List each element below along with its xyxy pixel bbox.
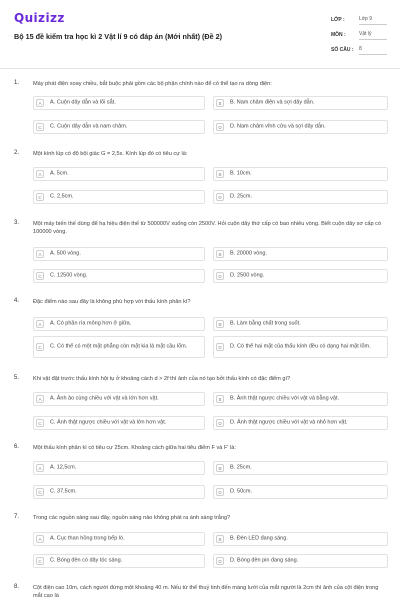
- option-text: A. Ảnh ảo cùng chiều với vật và lớn hơn vật.: [50, 395, 159, 402]
- option-text: D. Có thể hai mặt của thấu kính đều có dạng hai mặt lõm.: [230, 343, 371, 350]
- option-letter: B: [216, 395, 224, 403]
- option-d[interactable]: [213, 485, 388, 499]
- option-letter: B: [216, 464, 224, 472]
- option-letter: A: [36, 320, 44, 328]
- brand-logo: Quizizz: [14, 11, 65, 25]
- option-text: C. Ảnh thật ngược chiều với vật và lớn hơn vật.: [50, 419, 167, 426]
- info-label: LỚP :: [331, 17, 345, 23]
- option-a[interactable]: [33, 532, 205, 546]
- option-d[interactable]: [213, 554, 388, 568]
- option-text: C. Có thể có một mặt phẳng còn mặt kia là mặt cầu lõm.: [50, 343, 188, 350]
- worksheet-header: [0, 0, 400, 68]
- option-c[interactable]: [33, 120, 205, 134]
- option-b[interactable]: [213, 247, 388, 261]
- option-letter: D: [216, 123, 224, 131]
- info-label: MÔN :: [331, 32, 346, 38]
- option-letter: D: [216, 557, 224, 565]
- question-number: 4.: [14, 298, 20, 304]
- question-text: Đặc điểm nào sau đây là không phù hợp với thấu kính phân kì?: [33, 299, 191, 305]
- question-number: 3.: [14, 220, 20, 226]
- option-d[interactable]: [213, 416, 388, 430]
- question-text: Khi vật đặt trước thấu kính hội tụ ở khoảng cách d > 2f thì ảnh của nó tạo bởi thấu kính có đặc điểm gì?: [33, 376, 291, 382]
- option-d[interactable]: [213, 336, 388, 358]
- option-text: B. Ảnh thật ngược chiều với vật và bằng vật.: [230, 395, 340, 402]
- option-letter: B: [216, 535, 224, 543]
- option-letter: B: [216, 320, 224, 328]
- option-text: C. 37,5cm.: [50, 488, 77, 495]
- option-a[interactable]: [33, 96, 205, 110]
- option-b[interactable]: [213, 461, 388, 475]
- option-text: C. Bóng đèn có dây tóc sáng.: [50, 557, 123, 564]
- question-number: 2.: [14, 150, 20, 156]
- question-text: Một kính lúp có độ bội giác G = 2,5x. Kính lúp đó có tiêu cự là:: [33, 151, 188, 157]
- info-value: Lớp 9: [359, 15, 387, 25]
- option-text: A. Cuộn dây dẫn và lõi sắt.: [50, 99, 116, 106]
- option-letter: A: [36, 395, 44, 403]
- question-number: 5.: [14, 375, 20, 381]
- option-c[interactable]: [33, 485, 205, 499]
- option-b[interactable]: [213, 532, 388, 546]
- option-letter: C: [36, 488, 44, 496]
- option-letter: A: [36, 170, 44, 178]
- option-d[interactable]: [213, 190, 388, 204]
- option-a[interactable]: [33, 317, 205, 331]
- header-divider: [0, 68, 400, 69]
- option-letter: D: [216, 488, 224, 496]
- option-letter: D: [216, 343, 224, 351]
- question-number: 8.: [14, 584, 20, 590]
- option-text: B. Làm bằng chất trong suốt.: [230, 320, 301, 327]
- info-value: 8: [359, 45, 387, 55]
- option-c[interactable]: [33, 416, 205, 430]
- option-b[interactable]: [213, 167, 388, 181]
- question-number: 1.: [14, 80, 20, 86]
- option-letter: A: [36, 535, 44, 543]
- option-text: B. 10cm.: [230, 170, 252, 177]
- option-text: A. 500 vòng.: [50, 250, 81, 257]
- option-text: D. 50cm.: [230, 488, 253, 495]
- option-letter: C: [36, 557, 44, 565]
- option-letter: B: [216, 99, 224, 107]
- option-letter: B: [216, 170, 224, 178]
- option-letter: C: [36, 272, 44, 280]
- option-d[interactable]: [213, 269, 388, 283]
- option-text: A. 5cm.: [50, 170, 69, 177]
- option-a[interactable]: [33, 247, 205, 261]
- option-text: D. 2500 vòng.: [230, 272, 265, 279]
- option-text: B. Đèn LED đang sáng.: [230, 535, 288, 542]
- option-letter: B: [216, 250, 224, 258]
- option-letter: A: [36, 250, 44, 258]
- option-text: A. 12,5cm.: [50, 464, 77, 471]
- option-text: A. Có phần rìa mỏng hơn ở giữa.: [50, 320, 132, 327]
- option-text: D. Ảnh thật ngược chiều với vật và nhỏ hơn vật.: [230, 419, 348, 426]
- option-text: C. 12500 vòng.: [50, 272, 88, 279]
- question-text: Trong các nguồn sáng sau đây, nguồn sáng nào không phát ra ánh sáng trắng?: [33, 515, 231, 521]
- info-label: SỐ CÂU :: [331, 47, 354, 53]
- option-b[interactable]: [213, 317, 388, 331]
- option-b[interactable]: [213, 392, 388, 406]
- option-c[interactable]: [33, 554, 205, 568]
- option-letter: A: [36, 464, 44, 472]
- option-text: D. Bóng đèn pin đang sáng.: [230, 557, 299, 564]
- option-text: C. Cuộn dây dẫn và nam châm.: [50, 123, 128, 130]
- option-text: A. Cục than hồng trong bếp lò.: [50, 535, 125, 542]
- question-text: Một máy biến thế dùng để hạ hiệu điện thế từ 500000V xuống còn 2500V. Hỏi cuộn dây thứ cấp có bao nhiêu vòng. Biết cuộn dây sơ cấp có 100000 vòng.: [33, 221, 382, 236]
- question-text: Máy phát điện xoay chiều, bắt buộc phải gồm các bộ phận chính nào để có thể tạo ra dòng điện:: [33, 81, 272, 87]
- option-c[interactable]: [33, 269, 205, 283]
- option-letter: C: [36, 123, 44, 131]
- option-letter: C: [36, 419, 44, 427]
- option-letter: D: [216, 193, 224, 201]
- option-a[interactable]: [33, 167, 205, 181]
- info-value: Vật lý: [359, 30, 387, 40]
- worksheet-title: Bộ 15 đề kiểm tra học kì 2 Vật lí 9 có đáp án (Mới nhất) (Đề 2): [14, 32, 223, 41]
- option-a[interactable]: [33, 392, 205, 406]
- question-number: 6.: [14, 444, 20, 450]
- option-text: B. 25cm.: [230, 464, 252, 471]
- option-c[interactable]: [33, 336, 205, 358]
- option-text: C. 2,5cm.: [50, 193, 74, 200]
- option-text: B. Nam châm điện và sợi dây dẫn.: [230, 99, 315, 106]
- option-d[interactable]: [213, 120, 388, 134]
- option-b[interactable]: [213, 96, 388, 110]
- option-text: B. 20000 vòng.: [230, 250, 268, 257]
- option-letter: C: [36, 193, 44, 201]
- option-letter: C: [36, 343, 44, 351]
- option-a[interactable]: [33, 461, 205, 475]
- question-text: Cột điện cao 10m, cách người đứng một khoảng 40 m. Nếu từ thể thuỷ tinh đến màng lưới của mắt người là 2cm thì ảnh của cột điện trong mắt cao là: [33, 585, 379, 600]
- option-text: D. 25cm.: [230, 193, 253, 200]
- question-text: Một thấu kính phân kì có tiêu cự 25cm. Khoảng cách giữa hai tiêu điểm F và F' là:: [33, 445, 236, 451]
- option-c[interactable]: [33, 190, 205, 204]
- option-text: D. Nam châm vĩnh cửu và sợi dây dẫn.: [230, 123, 326, 130]
- option-letter: D: [216, 419, 224, 427]
- question-number: 7.: [14, 514, 20, 520]
- option-letter: A: [36, 99, 44, 107]
- option-letter: D: [216, 272, 224, 280]
